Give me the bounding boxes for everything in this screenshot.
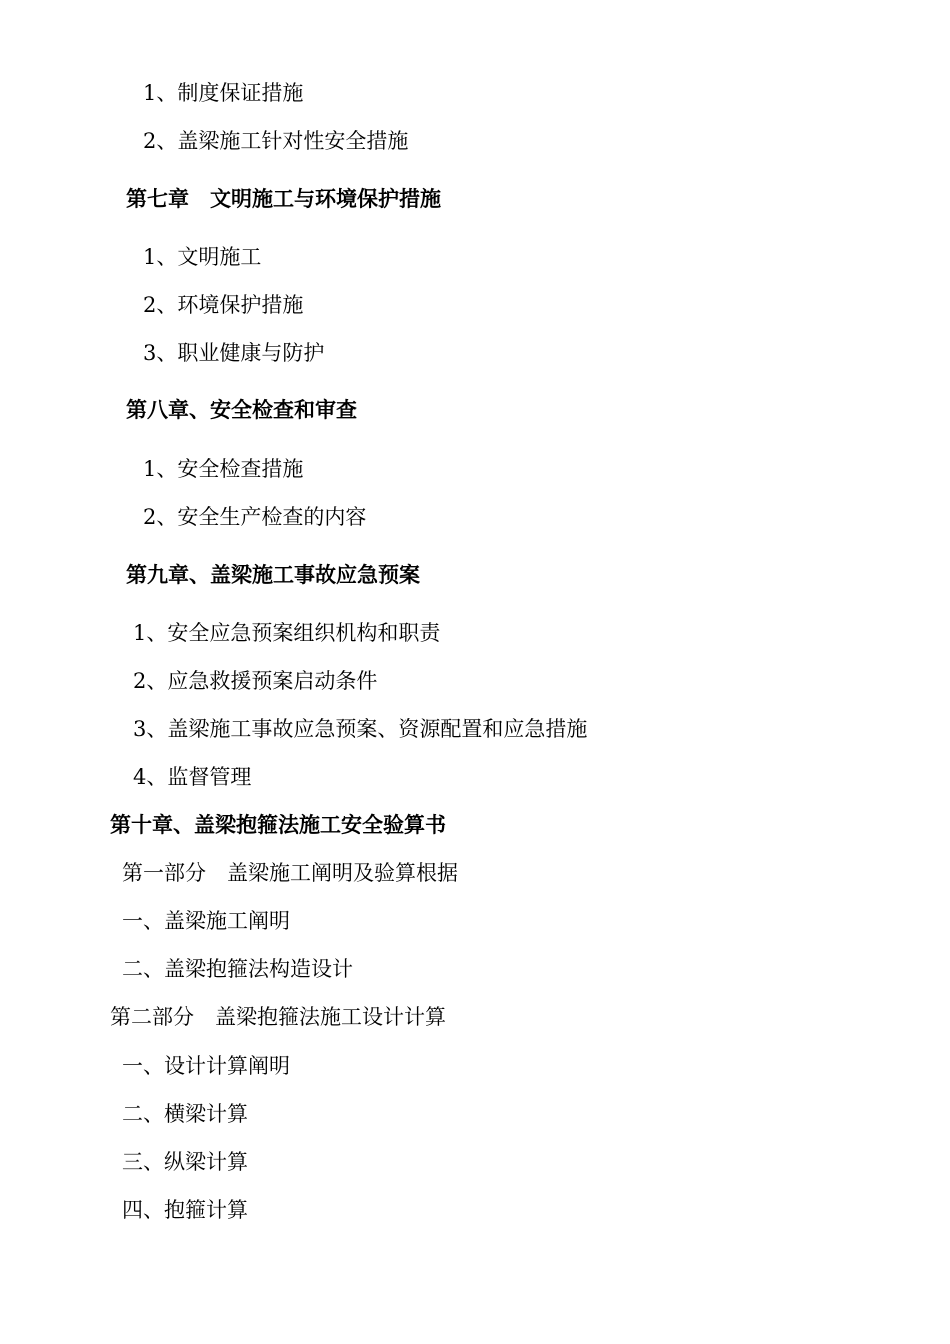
toc-entry-part2-item3: 三、纵梁计算 <box>122 1150 248 1174</box>
toc-entry-ch8-item2: 2、安全生产检查的内容 <box>143 505 367 529</box>
toc-chapter-8-heading: 第八章、安全检查和审查 <box>126 398 357 422</box>
toc-chapter-10-heading: 第十章、盖梁抱箍法施工安全验算书 <box>110 813 446 837</box>
toc-entry-part1-item2: 二、盖梁抱箍法构造设计 <box>122 957 353 981</box>
toc-entry-part2-item4: 四、抱箍计算 <box>122 1198 248 1222</box>
toc-entry-ch6-item2: 2、盖梁施工针对性安全措施 <box>143 129 409 153</box>
toc-entry-ch9-item3: 3、盖梁施工事故应急预案、资源配置和应急措施 <box>133 717 588 741</box>
toc-entry-ch9-item4: 4、监督管理 <box>133 765 252 789</box>
toc-entry-ch7-item2: 2、环境保护措施 <box>143 293 304 317</box>
toc-entry-part2-item2: 二、横梁计算 <box>122 1102 248 1126</box>
toc-entry-ch8-item1: 1、安全检查措施 <box>143 457 304 481</box>
toc-entry-part1-item1: 一、盖梁施工阐明 <box>122 909 290 933</box>
toc-chapter-9-heading: 第九章、盖梁施工事故应急预案 <box>126 563 420 587</box>
toc-entry-ch7-item1: 1、文明施工 <box>143 245 262 269</box>
toc-entry-ch7-item3: 3、职业健康与防护 <box>143 341 325 365</box>
toc-entry-ch6-item1: 1、制度保证措施 <box>143 81 304 105</box>
toc-part-2-heading: 第二部分 盖梁抱箍法施工设计计算 <box>110 1005 446 1029</box>
toc-entry-ch9-item1: 1、安全应急预案组织机构和职责 <box>133 621 441 645</box>
toc-part-1-heading: 第一部分 盖梁施工阐明及验算根据 <box>122 861 458 885</box>
toc-entry-ch9-item2: 2、应急救援预案启动条件 <box>133 669 378 693</box>
toc-chapter-7-heading: 第七章 文明施工与环境保护措施 <box>126 187 441 211</box>
toc-entry-part2-item1: 一、设计计算阐明 <box>122 1054 290 1078</box>
